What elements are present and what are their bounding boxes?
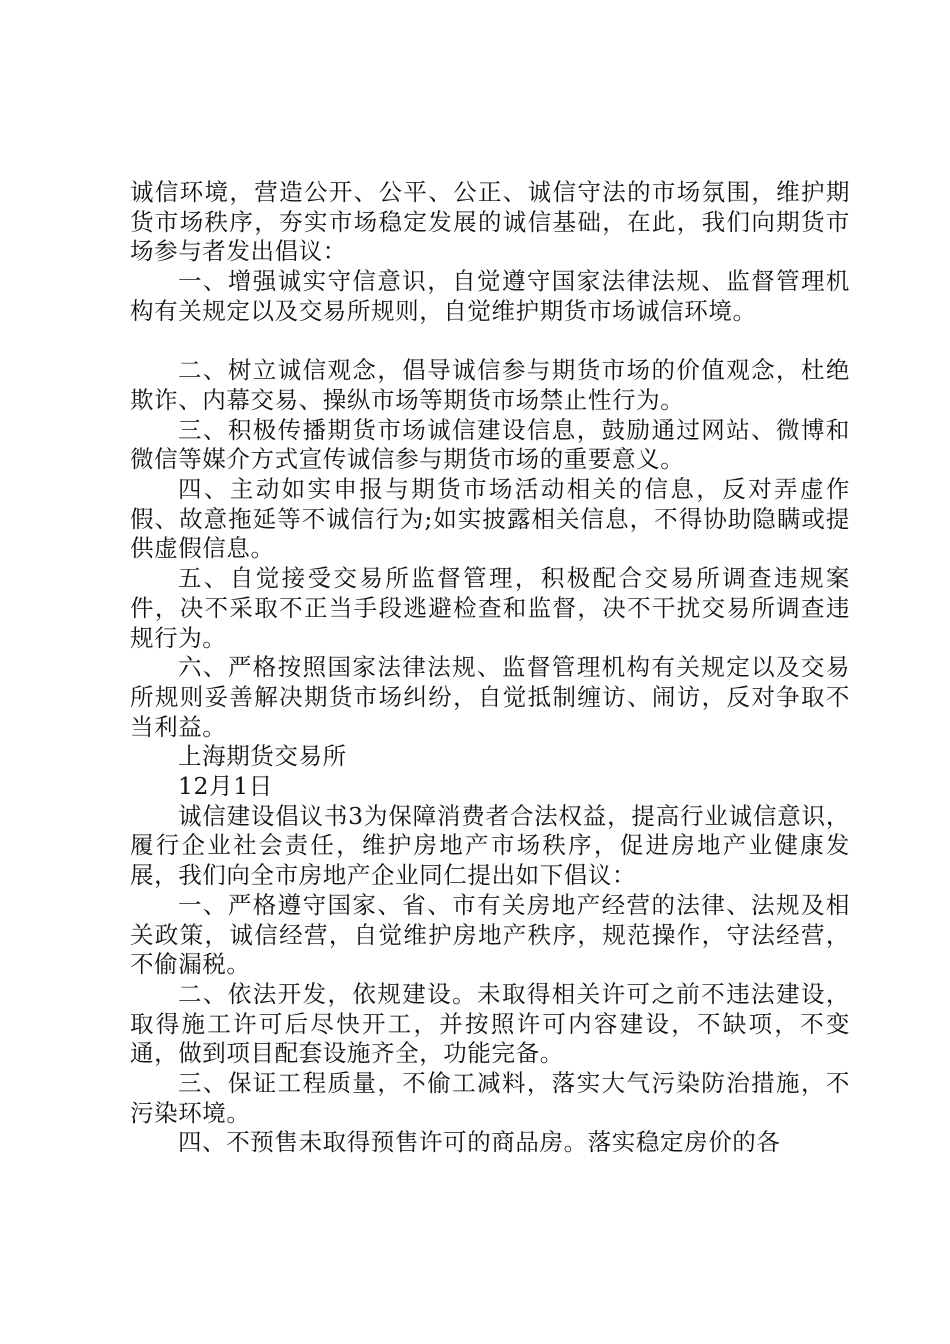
paragraph-item-3: 三、积极传播期货市场诚信建设信息，鼓励通过网站、微博和微信等媒介方式宣传诚信参与期货市场的重要意义。 (130, 415, 850, 474)
paragraph-proposal-3-item-2: 二、依法开发，依规建设。未取得相关许可之前不违法建设，取得施工许可后尽快开工，并按照许可内容建设，不缺项，不变通，做到项目配套设施齐全，功能完备。 (130, 979, 850, 1068)
paragraph-intro-continued: 诚信环境，营造公开、公平、公正、诚信守法的市场氛围，维护期货市场秩序，夯实市场稳定发展的诚信基础，在此，我们向期货市场参与者发出倡议： (130, 178, 850, 266)
paragraph-item-5: 五、自觉接受交易所监督管理，积极配合交易所调查违规案件，决不采取不正当手段逃避检查和监督，决不干扰交易所调查违规行为。 (130, 564, 850, 652)
paragraph-item-1: 一、增强诚实守信意识，自觉遵守国家法律法规、监督管理机构有关规定以及交易所规则，自觉维护期货市场诚信环境。 (130, 267, 850, 325)
signature-date: 12月1日 (178, 772, 273, 801)
paragraph-item-6: 六、严格按照国家法律法规、监督管理机构有关规定以及交易所规则妥善解决期货市场纠纷，自觉抵制缠访、闹访，反对争取不当利益。 (130, 653, 850, 741)
paragraph-item-2: 二、树立诚信观念，倡导诚信参与期货市场的价值观念，杜绝欺诈、内幕交易、操纵市场等期货市场禁止性行为。 (130, 356, 850, 414)
paragraph-proposal-3-item-3: 三、保证工程质量，不偷工减料，落实大气污染防治措施，不污染环境。 (130, 1069, 850, 1127)
paragraph-proposal-3-item-1: 一、严格遵守国家、省、市有关房地产经营的法律、法规及相关政策，诚信经营，自觉维护房地产秩序，规范操作，守法经营，不偷漏税。 (130, 890, 850, 979)
signature-organization: 上海期货交易所 (178, 742, 347, 771)
paragraph-item-4: 四、主动如实申报与期货市场活动相关的信息，反对弄虚作假、故意拖延等不诚信行为;如实披露相关信息，不得协助隐瞒或提供虚假信息。 (130, 475, 850, 563)
paragraph-proposal-3-item-4: 四、不预售未取得预售许可的商品房。落实稳定房价的各 (178, 1128, 781, 1157)
document-body (130, 178, 850, 1158)
blank-line (130, 327, 850, 357)
paragraph-proposal-3-intro: 诚信建设倡议书3为保障消费者合法权益，提高行业诚信意识，履行企业社会责任，维护房地产市场秩序，促进房地产业健康发展，我们向全市房地产企业同仁提出如下倡议： (130, 801, 850, 890)
